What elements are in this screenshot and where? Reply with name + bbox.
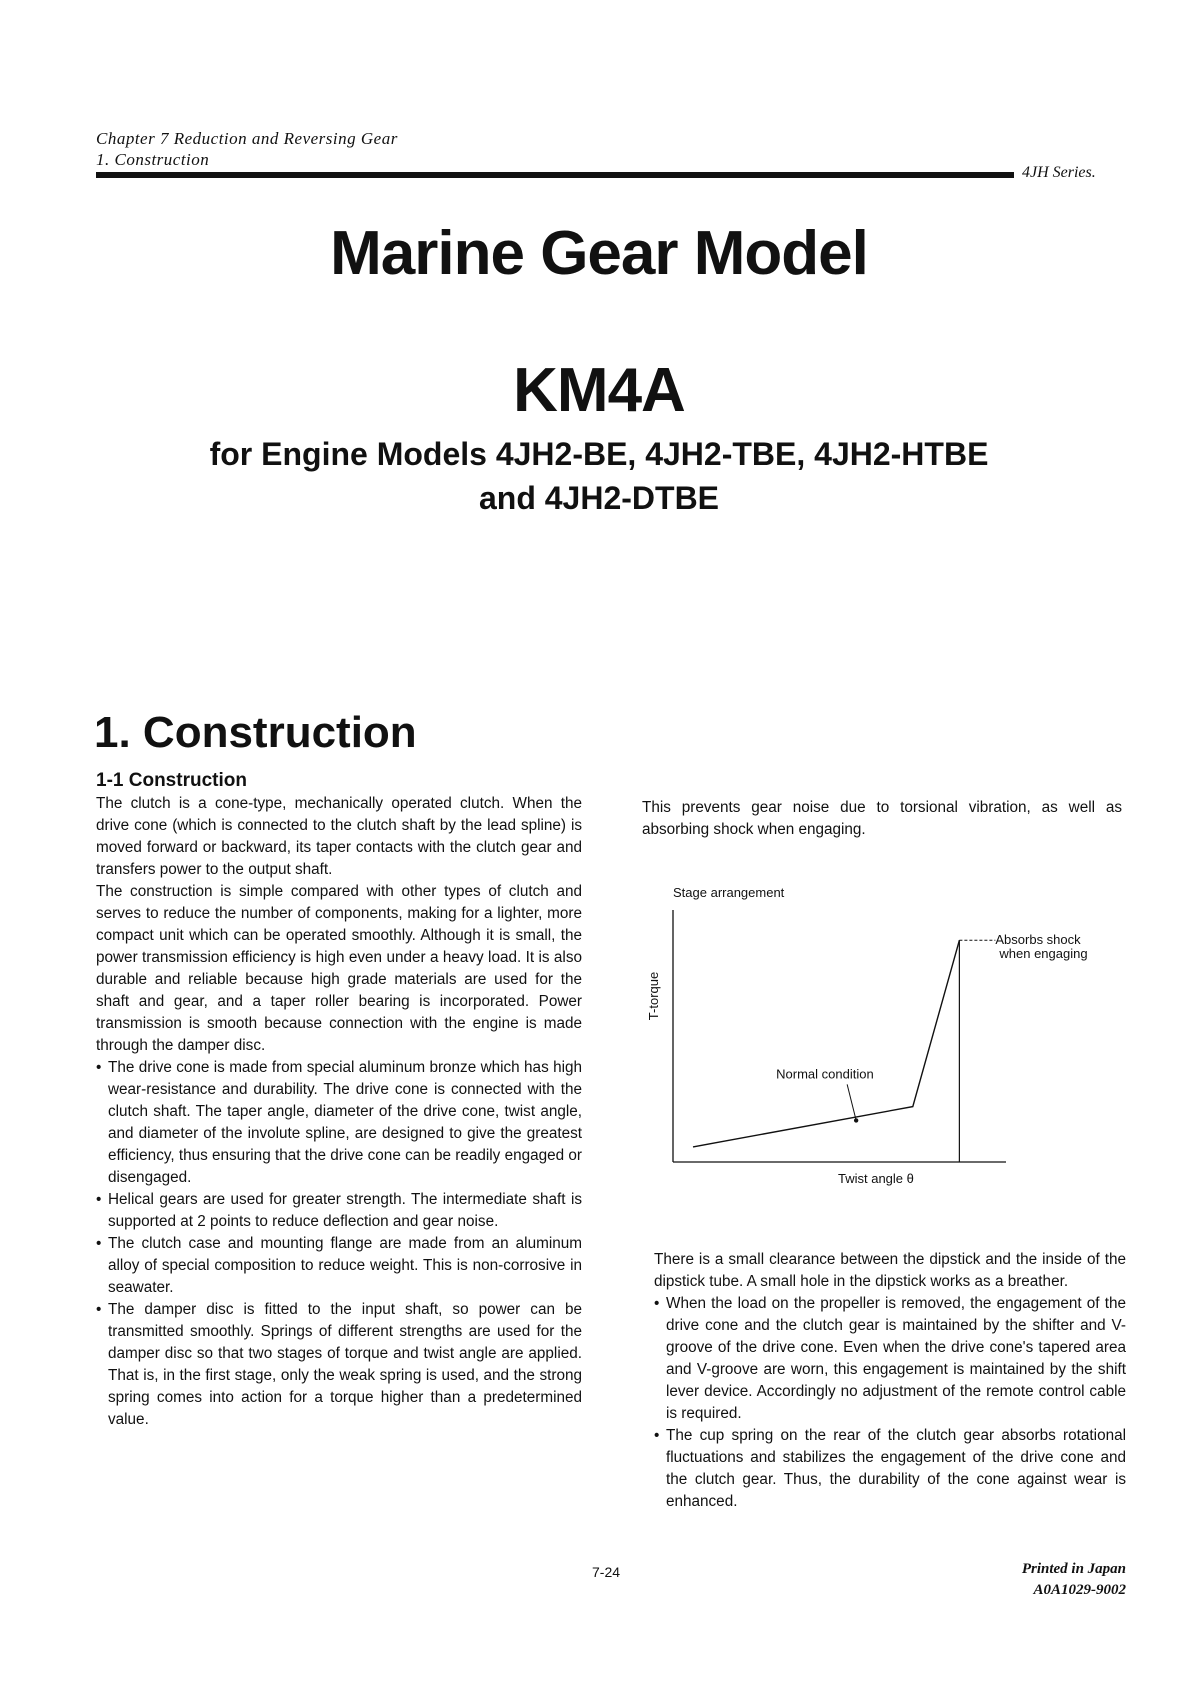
title-line-2: KM4A bbox=[513, 356, 685, 425]
page-number: 7-24 bbox=[592, 1564, 621, 1580]
right-paragraph-top: This prevents gear noise due to torsional vibration, as well as absorbing shock when engaging. bbox=[642, 799, 1122, 838]
right-paragraph-bottom: There is a small clearance between the dipstick and the inside of the dipstick tube. A small hole in the dipstick works as a breather. bbox=[654, 1251, 1126, 1290]
right-column-top bbox=[642, 797, 1122, 841]
left-paragraph-1: The clutch is a cone-type, mechanically operated clutch. When the drive cone (which is connected to the clutch shaft by the lead spline) is moved forward or backward, its taper contacts with the clutch gear and transfers power to the output shaft. bbox=[96, 795, 582, 878]
normal-condition-leader bbox=[847, 1084, 856, 1120]
stage-arrangement-chart bbox=[640, 880, 1120, 1200]
left-paragraph-2: The construction is simple compared with other types of clutch and serves to reduce the number of components, making for a lighter, more compact unit which can be operated smoothly. Although it is small, the power transmission efficiency is high even under a heavy load. It is also durable and reliable because high grade materials are used for the shaft and gear, and a taper roller bearing is incorporated. Power transmission is smooth because connection with the engine is made through the damper disc. bbox=[96, 883, 582, 1054]
title-line-1: Marine Gear Model bbox=[330, 219, 868, 288]
chart-title: Stage arrangement bbox=[673, 885, 785, 900]
print-info bbox=[960, 1559, 1126, 1601]
series-label: 4JH Series. bbox=[1022, 164, 1096, 181]
list-item: • The cup spring on the rear of the clutch gear absorbs rotational fluctuations and stabilizes the engagement of the drive cone and the clutch gear. Thus, the durability of the cone against wear is enhanced. bbox=[654, 1427, 1126, 1510]
list-item-text: The clutch case and mounting flange are made from an aluminum alloy of special composition to reduce weight. This is non-corrosive in seawater. bbox=[108, 1235, 582, 1296]
list-item: • When the load on the propeller is removed, the engagement of the drive cone and the clutch gear is maintained by the shifter and V-groove of the drive cone. Even when the drive cone's tapered area and V-groove are worn, this engagement is maintained by the shift lever device. Accordingly no adjustment of the remote control cable is required. bbox=[654, 1295, 1126, 1422]
list-item-text: The cup spring on the rear of the clutch gear absorbs rotational fluctuations and stabilizes the engagement of the drive cone and the clutch gear. Thus, the durability of the cone against wear is enhanced. bbox=[666, 1427, 1126, 1510]
list-item: • The drive cone is made from special aluminum bronze which has high wear-resistance and durability. The drive cone is connected with the clutch shaft. The taper angle, diameter of the drive cone, twist angle, and diameter of the involute spline, are designed to give the greatest efficiency, thus ensuring that the drive cone can be readily engaged or disengaged. bbox=[96, 1059, 582, 1186]
left-column bbox=[96, 793, 582, 1431]
subtitle-line-2: and 4JH2-DTBE bbox=[478, 480, 720, 516]
subsection-heading: 1-1 Construction bbox=[96, 770, 247, 791]
subtitle-line-1: for Engine Models 4JH2-BE, 4JH2-TBE, 4JH2-HTBE bbox=[209, 436, 989, 472]
chapter-header bbox=[96, 128, 398, 170]
x-axis-label: Twist angle θ bbox=[838, 1171, 914, 1186]
printed-in-label: Printed in Japan bbox=[1021, 1561, 1126, 1577]
header-rule bbox=[96, 172, 1014, 178]
list-item-text: The damper disc is fitted to the input shaft, so power can be transmitted smoothly. Springs of different strengths are used for the damper disc so that two stages of torque and twist angle are applied. That is, in the first stage, only the weak spring is used, and the strong spring comes into action for a torque higher than a predetermined value. bbox=[108, 1301, 582, 1428]
chapter-section: 1. Construction bbox=[96, 150, 210, 169]
section-heading: 1. Construction bbox=[94, 708, 417, 757]
list-item-text: Helical gears are used for greater strength. The intermediate shaft is supported at 2 points to reduce deflection and gear noise. bbox=[108, 1191, 582, 1230]
left-bullet-list bbox=[96, 1057, 582, 1431]
normal-condition-label: Normal condition bbox=[776, 1066, 874, 1082]
subtitle bbox=[0, 432, 1198, 520]
list-item-text: The drive cone is made from special aluminum bronze which has high wear-resistance and durability. The drive cone is connected with the clutch shaft. The taper angle, diameter of the drive cone, twist angle, and diameter of the involute spline, are designed to give the greatest efficiency, thus ensuring that the drive cone can be readily engaged or disengaged. bbox=[108, 1059, 582, 1186]
right-bullet-list bbox=[654, 1293, 1126, 1513]
chart-marks bbox=[693, 932, 1088, 1162]
list-item-text: When the load on the propeller is removed, the engagement of the drive cone and the clutch gear is maintained by the shifter and V-groove of the drive cone. Even when the drive cone's tapered area and V-groove are worn, this engagement is maintained by the shift lever device. Accordingly no adjustment of the remote control cable is required. bbox=[666, 1295, 1126, 1422]
chapter-title: Chapter 7 Reduction and Reversing Gear bbox=[96, 129, 398, 148]
list-item: • The clutch case and mounting flange are made from an aluminum alloy of special composition to reduce weight. This is non-corrosive in seawater. bbox=[96, 1235, 582, 1296]
y-axis-label: T-torque bbox=[646, 971, 661, 1021]
document-code: A0A1029-9002 bbox=[1033, 1582, 1126, 1598]
right-column-bottom bbox=[654, 1249, 1126, 1513]
absorbs-shock-label: Absorbs shock bbox=[995, 932, 1081, 948]
list-item: • Helical gears are used for greater strength. The intermediate shaft is supported at 2 points to reduce deflection and gear noise. bbox=[96, 1191, 582, 1230]
torque-series-line bbox=[693, 940, 959, 1147]
absorbs-shock-label-line-2: when engaging bbox=[999, 946, 1088, 962]
list-item: • The damper disc is fitted to the input shaft, so power can be transmitted smoothly. Springs of different strengths are used for the damper disc so that two stages of torque and twist angle are applied. That is, in the first stage, only the weak spring is used, and the strong spring comes into action for a torque higher than a predetermined value. bbox=[96, 1301, 582, 1428]
